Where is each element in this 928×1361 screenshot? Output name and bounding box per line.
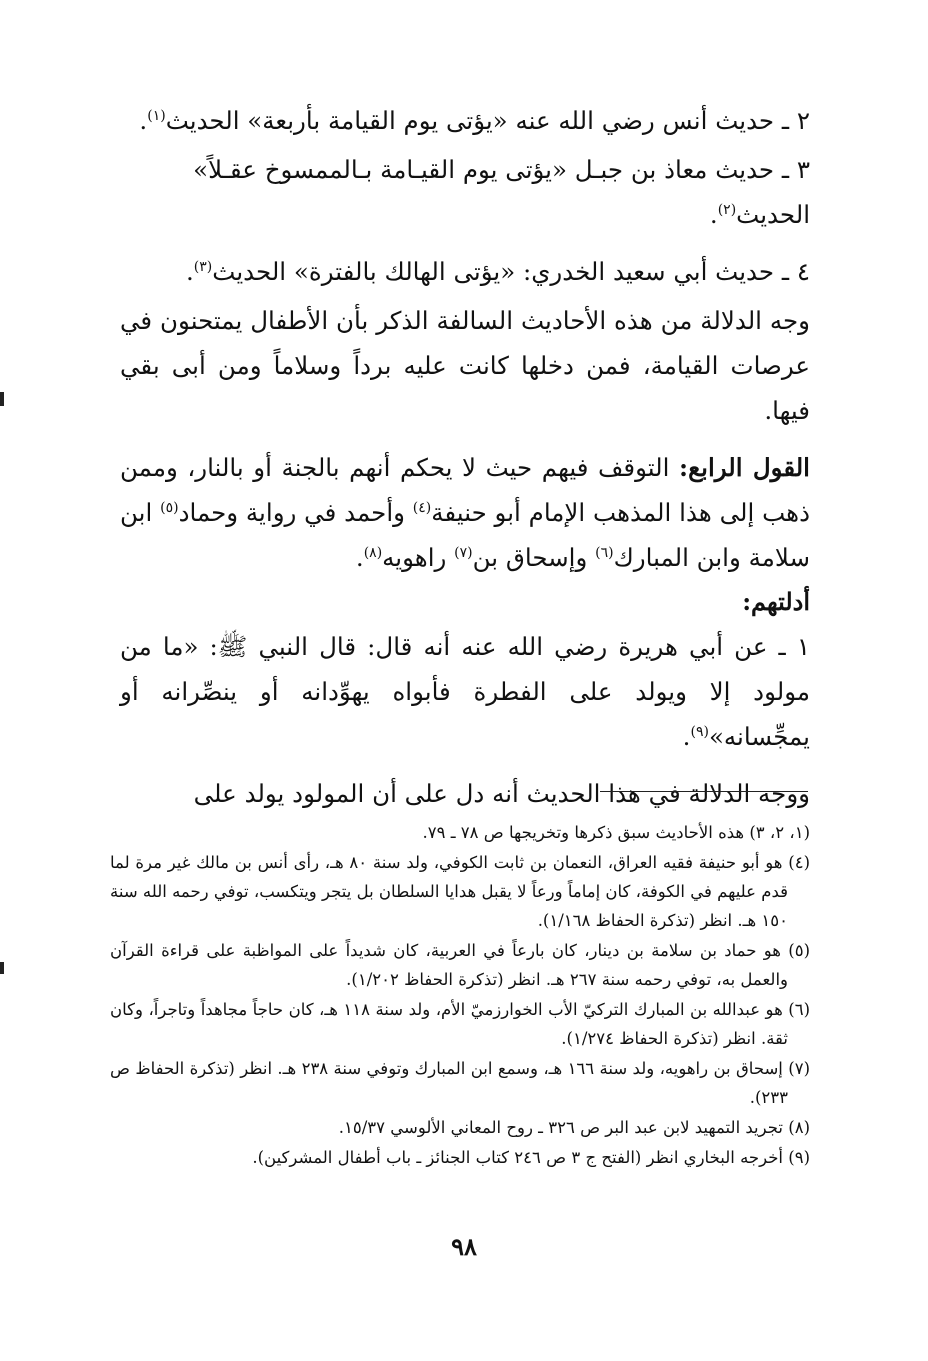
footnote-9: (٩) أخرجه البخاري انظر (الفتح ج ٣ ص ٢٤٦ كتاب الجنائز ـ باب أطفال المشركين). (252, 1148, 810, 1167)
hadith-item-2: ٢ ـ حديث أنس رضي الله عنه «يؤتى يوم القيامة بأربعة» الحديث$^{(١)}$. (139, 106, 810, 135)
scan-margin-mark (0, 962, 4, 974)
fourth-opinion (112, 445, 810, 580)
hadith-item-3-line1: ٣ ـ حديث معاذ بن جبـل «يؤتى يوم القيـامة بـالممسوخ عقـلاً» (193, 155, 810, 184)
page-number: ٩٨ (451, 1232, 477, 1261)
hadith-item-2-text: ٢ ـ حديث أنس رضي الله عنه «يؤتى يوم القيامة بأربعة» الحديث (165, 106, 810, 135)
footnote-ref: (٨) (363, 544, 383, 561)
hadith-item-3: ٣ ـ حديث معاذ بن جبـل «يؤتى يوم القيـامة بـالممسوخ عقـلاً» الحديث$^{(٢)}$. (193, 155, 810, 229)
evidence-item-1-text: ١ ـ عن أبي هريرة رضي الله عنه أنه قال: قال النبي ﷺ: «ما من مولود إلا ويولد على الفطرة فأبواه يهوِّدانه أو ينصِّرانه أو يمجِّسانه» (112, 632, 810, 751)
evidence-item-1 (112, 624, 810, 759)
evidence-explanation: ووجه الدلالة في هذا الحديث أنه دل على أن المولود يولد على (193, 779, 810, 808)
fourth-opinion-text: راهويه (382, 543, 455, 572)
fourth-opinion-text: التوقف فيهم حيث لا يحكم أنهم بالجنة أو بالنار، وممن ذهب إلى هذا المذهب الإمام أبو حنيفة (112, 453, 810, 527)
footnote-ref: (٩) (690, 723, 709, 740)
hadith-item-3-line2: الحديث (736, 200, 810, 229)
footnote-ref: (٥) (160, 499, 179, 516)
evidence-conclusion: وجه الدلالة من هذه الأحاديث السالفة الذكر بأن الأطفال يمتحنون في عرصات القيامة، فمن دخلها كانت عليه برداً وسلاماً ومن أبى بقي فيها. (112, 306, 810, 425)
footnote-ref: (٣) (193, 258, 213, 275)
evidence-item-1-end: . (682, 722, 691, 751)
footnote-separator (600, 791, 808, 792)
hadith-item-4: ٤ ـ حديث أبي سعيد الخدري: «يؤتى الهالك بالفترة» الحديث$^{(٣)}$. (186, 257, 810, 286)
footnotes (110, 818, 810, 1172)
fourth-opinion-label: القول الرابع: (679, 453, 810, 482)
footnote-5: (٥) هو حماد بن سلامة بن دينار، كان بارعاً في العربية، كان شديداً على المواظبة على قراءة القرآن والعمل به، توفي رحمه سنة ٢٦٧ هـ. انظر (تذكرة الحفاظ ١/٢٠٢). (110, 941, 810, 989)
fourth-opinion-text: ابن سلامة وابن المبارك (112, 498, 810, 572)
evidence-heading: أدلتهم: (742, 587, 810, 616)
footnote-4: (٤) هو أبو حنيفة فقيه العراق، النعمان بن ثابت الكوفي، ولد سنة ٨٠ هـ، رأى أنس بن مالك غير مرة لما قدم عليهم في الكوفة، كان إماماً ورعاً لا يقبل هدايا السلطان بل يتجر ويتكسب، توفي رحمه الله سنة ١٥٠ هـ. انظر (تذكرة الحفاظ ١/١٦٨). (110, 853, 810, 930)
hadith-item-4-text: ٤ ـ حديث أبي سعيد الخدري: «يؤتى الهالك بالفترة» الحديث (212, 257, 810, 286)
footnote-ref: (٢) (717, 201, 737, 218)
footnote-ref: (٧) (454, 544, 473, 561)
main-text (112, 98, 810, 816)
fourth-opinion-text: وإسحاق بن (472, 543, 596, 572)
footnote-7: (٧) إسحاق بن راهويه، ولد سنة ١٦٦ هـ، وسمع ابن المبارك وتوفي سنة ٢٣٨ هـ. انظر (تذكرة الحفاظ ص ٢٣٣). (110, 1059, 810, 1107)
footnote-6: (٦) هو عبدالله بن المبارك التركيّ الأب الخوارزميّ الأم، ولد سنة ١١٨ هـ، كان حاجاً مجاهداً وتاجراً، وكان ثقة. انظر (تذكرة الحفاظ ١/٢٧٤). (110, 1000, 811, 1048)
footnote-ref: (٤) (412, 499, 432, 516)
footnote-8: (٨) تجريد التمهيد لابن عبد البر ص ٣٢٦ ـ روح المعاني الألوسي ١٥/٣٧. (338, 1118, 810, 1137)
scan-margin-mark (0, 392, 4, 406)
fourth-opinion-text: وأحمد في رواية وحماد (178, 498, 413, 527)
footnote-ref: (٦) (595, 544, 614, 561)
footnote-1-3: (١، ٢، ٣) هذه الأحاديث سبق ذكرها وتخريجها ص ٧٨ ـ ٧٩. (422, 823, 810, 842)
footnote-ref: (١) (147, 107, 166, 124)
fourth-opinion-end: . (355, 543, 364, 572)
